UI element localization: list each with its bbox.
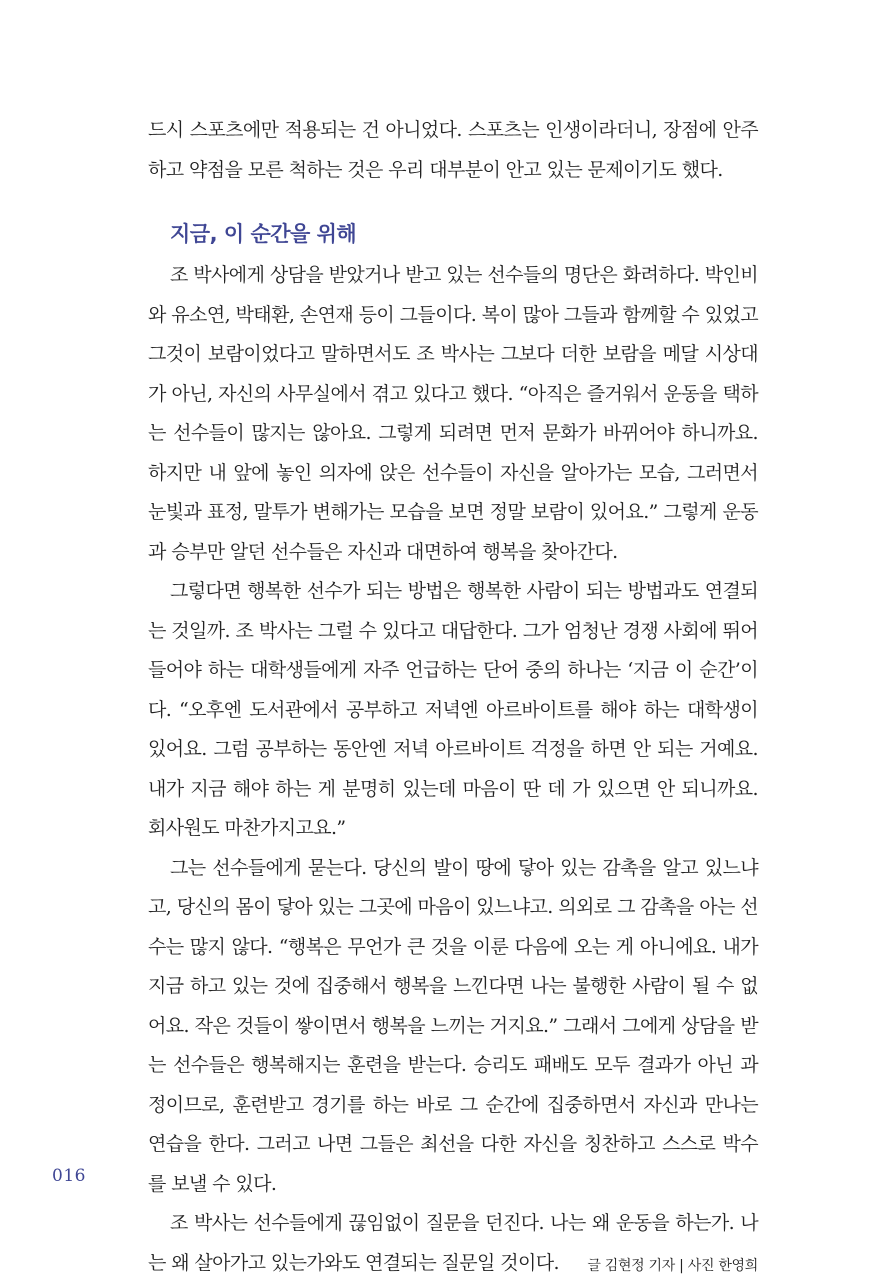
- body-paragraph-last: [148, 1204, 758, 1283]
- article-body: [148, 256, 758, 1286]
- intro-paragraph: 드시 스포츠에만 적용되는 건 아니었다. 스포츠는 인생이라더니, 장점에 안주하고 약점을 모른 척하는 것은 우리 대부분이 안고 있는 문제이기도 했다.: [148, 110, 758, 190]
- body-paragraph-text: 조 박사는 선수들에게 끊임없이 질문을 던진다. 나는 왜 운동을 하는가. 나는 왜 살아가고 있는가와도 연결되는 질문일 것이다.: [148, 1212, 758, 1274]
- page-number: 016: [52, 1166, 86, 1186]
- body-paragraph: 그렇다면 행복한 선수가 되는 방법은 행복한 사람이 되는 방법과도 연결되는 것일까. 조 박사는 그럴 수 있다고 대답한다. 그가 엄청난 경쟁 사회에 뛰어들어야 하는 대학생들에게 자주 언급하는 단어 중의 하나는 ‘지금 이 순간’이다. “오후엔 도서관에서 공부하고 저녁엔 아르바이트를 해야 하는 대학생이 있어요. 그럼 공부하는 동안엔 저녁 아르바이트 걱정을 하면 안 되는 거예요. 내가 지금 해야 하는 게 분명히 있는데 마음이 딴 데 가 있으면 안 되니까요. 회사원도 마찬가지고요.”: [148, 572, 758, 849]
- body-paragraph: 조 박사에게 상담을 받았거나 받고 있는 선수들의 명단은 화려하다. 박인비와 유소연, 박태환, 손연재 등이 그들이다. 복이 많아 그들과 함께할 수 있었고 그것이 보람이었다고 말하면서도 조 박사는 그보다 더한 보람을 메달 시상대가 아닌, 자신의 사무실에서 겪고 있다고 했다. “아직은 즐거워서 운동을 택하는 선수들이 많지는 않아요. 그렇게 되려면 먼저 문화가 바뀌어야 하니까요. 하지만 내 앞에 놓인 의자에 앉은 선수들이 자신을 알아가는 모습, 그러면서 눈빛과 표정, 말투가 변해가는 모습을 보면 정말 보람이 있어요.” 그렇게 운동과 승부만 알던 선수들은 자신과 대면하여 행복을 찾아간다.: [148, 256, 758, 572]
- section-heading: 지금, 이 순간을 위해: [170, 218, 356, 248]
- body-paragraph: 그는 선수들에게 묻는다. 당신의 발이 땅에 닿아 있는 감촉을 알고 있느냐고, 당신의 몸이 닿아 있는 그곳에 마음이 있느냐고. 의외로 그 감촉을 아는 선수는 많지 않다. “행복은 무언가 큰 것을 이룬 다음에 오는 게 아니에요. 내가 지금 하고 있는 것에 집중해서 행복을 느낀다면 나는 불행한 사람이 될 수 없어요. 작은 것들이 쌓이면서 행복을 느끼는 거지요.” 그래서 그에게 상담을 받는 선수들은 행복해지는 훈련을 받는다. 승리도 패배도 모두 결과가 아닌 과정이므로, 훈련받고 경기를 하는 바로 그 순간에 집중하면서 자신과 만나는 연습을 한다. 그러고 나면 그들은 최선을 다한 자신을 칭찬하고 스스로 박수를 보낼 수 있다.: [148, 849, 758, 1205]
- article-credit: 글 김현정 기자 | 사진 한영희: [587, 1247, 758, 1286]
